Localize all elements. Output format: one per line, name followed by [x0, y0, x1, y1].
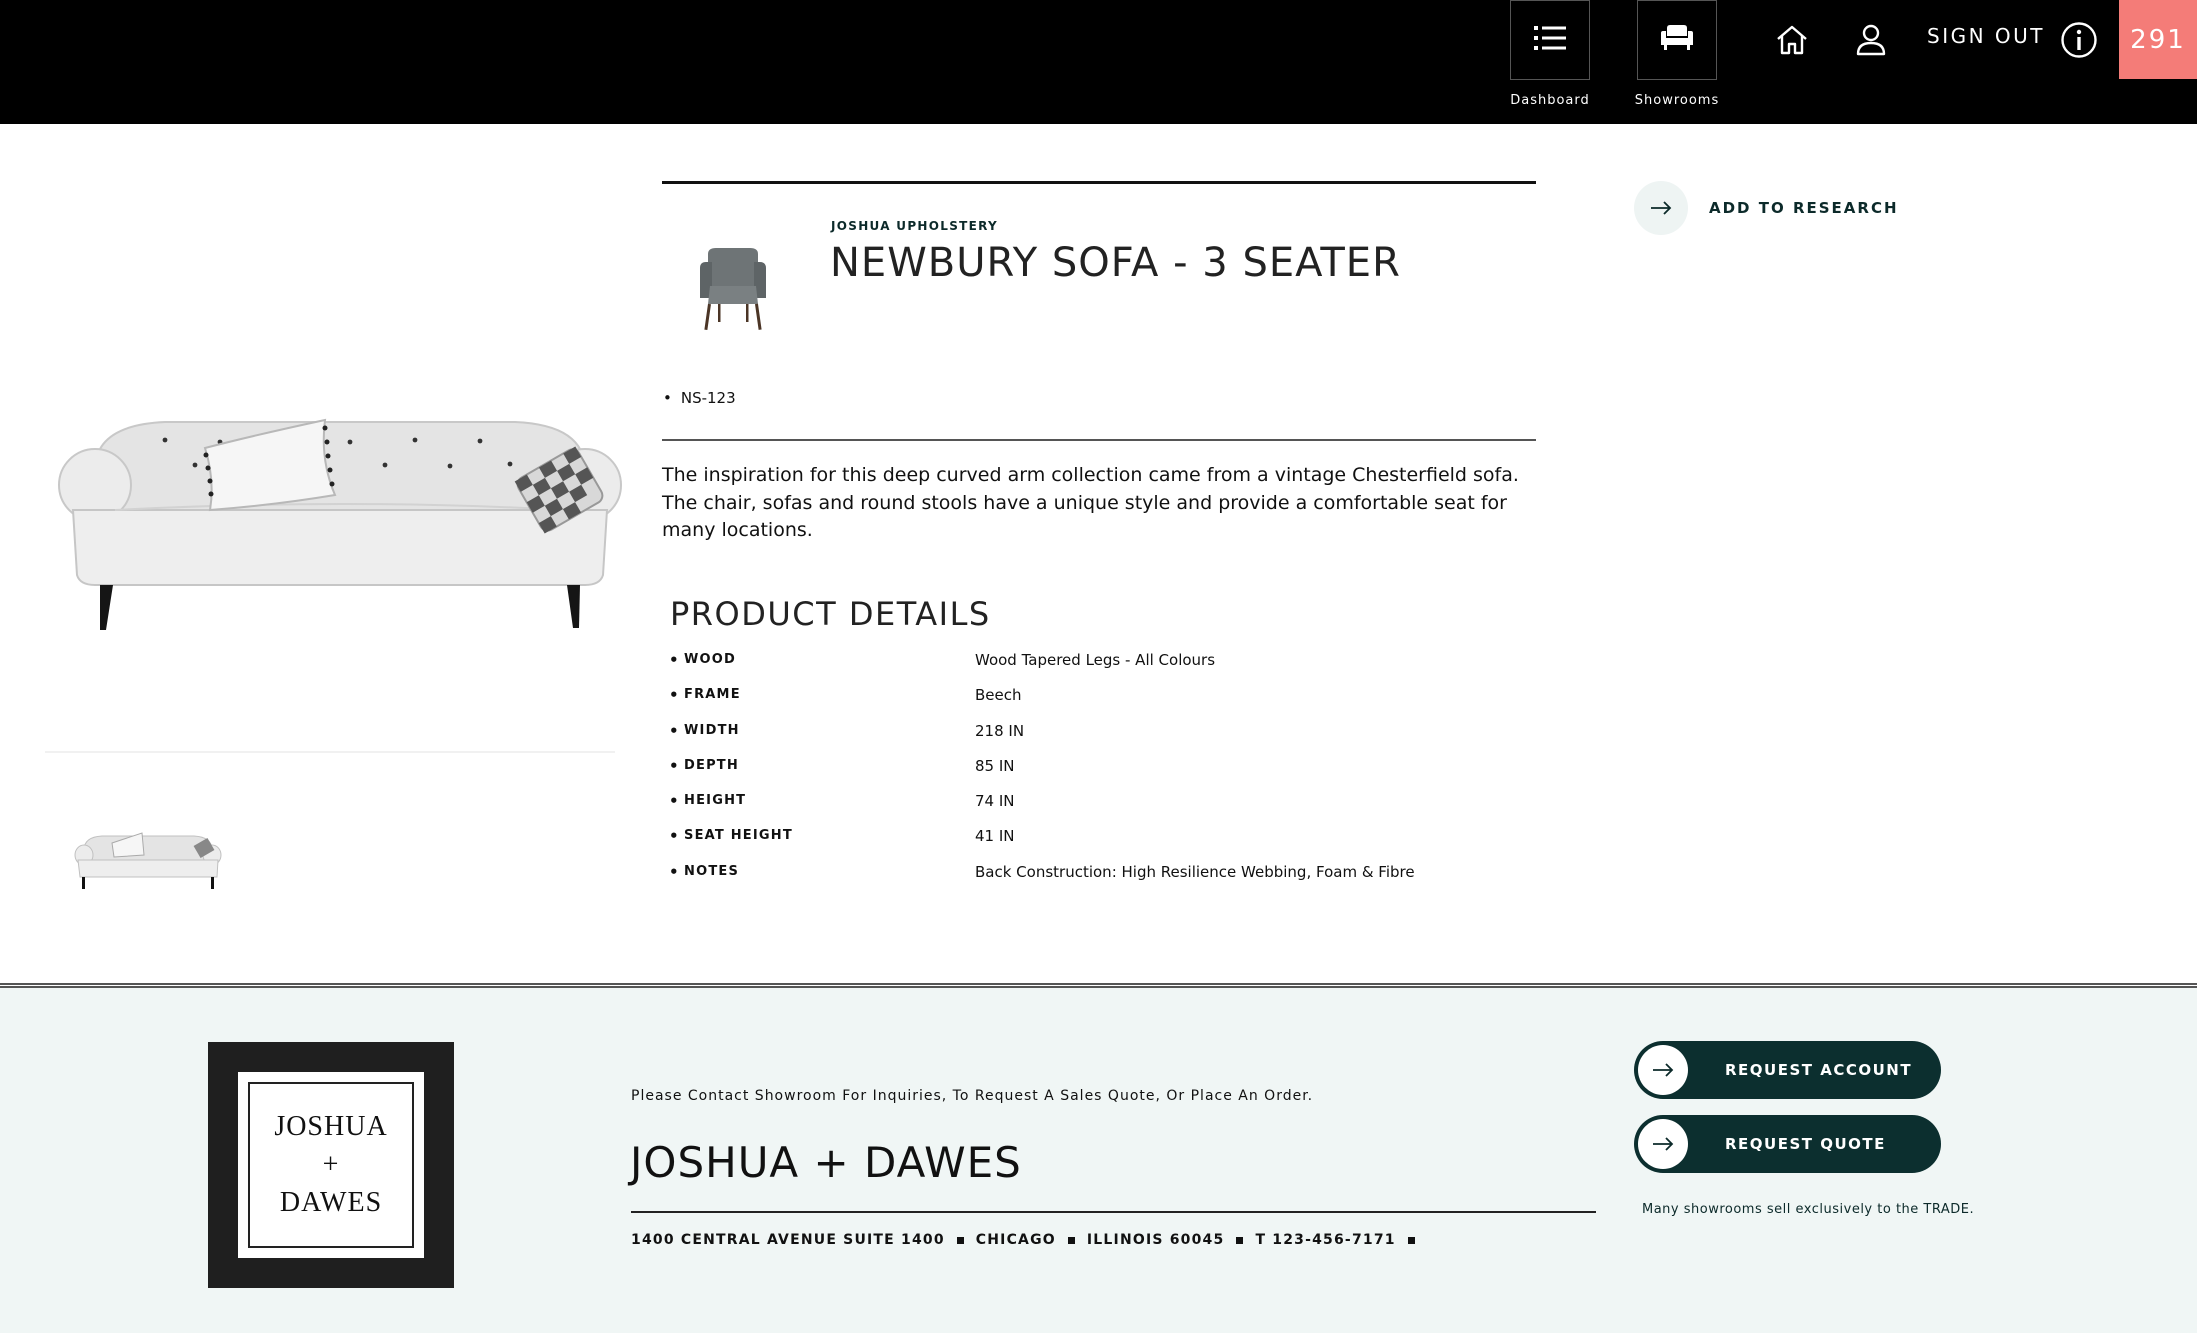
logo-line: JOSHUA [274, 1111, 388, 1142]
detail-row-depth [669, 754, 1569, 789]
detail-value: Back Construction: High Resilience Webbing, Foam & Fibre [975, 862, 1415, 881]
product-brand[interactable]: JOSHUA UPHOLSTERY [831, 219, 999, 233]
detail-row-notes [669, 860, 1569, 895]
product-main-image[interactable] [55, 400, 625, 640]
detail-value: Beech [975, 686, 1022, 705]
contact-note: Please Contact Showroom For Inquiries, To Request A Sales Quote, Or Place An Order. [631, 1088, 1314, 1104]
detail-row-width [669, 719, 1569, 754]
dashboard-label[interactable]: Dashboard [1510, 93, 1590, 108]
detail-label: • WIDTH [684, 723, 740, 738]
address-city: CHICAGO [975, 1232, 1056, 1248]
separator-square [1068, 1237, 1075, 1244]
detail-row-height [669, 789, 1569, 824]
detail-value: Wood Tapered Legs - All Colours [975, 651, 1216, 669]
header-rule [662, 181, 1536, 184]
add-to-research-label: ADD TO RESEARCH [1709, 199, 1899, 217]
home-icon[interactable] [1770, 18, 1814, 62]
detail-label: • HEIGHT [684, 793, 746, 808]
detail-label: • SEAT HEIGHT [684, 828, 793, 843]
arrow-right-icon [1634, 181, 1688, 235]
footer-divider [0, 983, 2197, 985]
detail-value: 218 IN [975, 721, 1025, 740]
detail-row-seat-height [669, 824, 1569, 859]
separator-square [1408, 1237, 1415, 1244]
showroom-address [631, 1232, 1427, 1248]
add-to-research-button[interactable] [1634, 181, 1899, 235]
address-phone[interactable]: T 123-456-7171 [1255, 1232, 1396, 1248]
detail-value: 41 IN [975, 827, 1015, 846]
product-swatch-chair-image [692, 242, 774, 334]
detail-row-frame [669, 683, 1569, 718]
armchair-icon [1659, 24, 1695, 57]
detail-value: 85 IN [975, 756, 1015, 775]
address-state: ILLINOIS 60045 [1086, 1232, 1225, 1248]
showrooms-button[interactable] [1637, 0, 1717, 80]
product-details-list [669, 648, 1569, 895]
request-account-button[interactable] [1634, 1041, 1941, 1099]
request-quote-label: REQUEST QUOTE [1725, 1135, 1886, 1153]
sign-out-link[interactable]: SIGN OUT [1927, 24, 2046, 48]
detail-label: • WOOD [684, 652, 736, 667]
separator-square [1236, 1237, 1243, 1244]
product-description: The inspiration for this deep curved arm collection came from a vintage Chesterfield sofa. The chair, sofas and round stools have a unique style and provide a comfortable seat for many locations. [662, 464, 1519, 541]
product-details-heading: PRODUCT DETAILS [670, 595, 991, 633]
request-account-label: REQUEST ACCOUNT [1725, 1061, 1913, 1079]
user-icon[interactable] [1849, 18, 1893, 62]
arrow-right-icon [1638, 1045, 1688, 1095]
top-navigation-bar [0, 0, 2197, 124]
detail-value: 74 IN [975, 792, 1015, 811]
detail-label: • DEPTH [684, 758, 739, 773]
trade-note: Many showrooms sell exclusively to the TRADE. [1642, 1202, 1975, 1217]
showrooms-label[interactable]: Showrooms [1634, 93, 1720, 108]
list-icon [1533, 23, 1567, 58]
detail-row-wood [669, 648, 1569, 683]
detail-label: • FRAME [684, 687, 741, 702]
separator-square [957, 1237, 964, 1244]
showroom-logo [208, 1042, 454, 1288]
logo-line: + [322, 1149, 340, 1180]
address-street: 1400 CENTRAL AVENUE SUITE 1400 [631, 1232, 945, 1248]
arrow-right-icon [1638, 1119, 1688, 1169]
product-thumbnail[interactable] [72, 825, 224, 895]
request-quote-button[interactable] [1634, 1115, 1941, 1173]
detail-label: • NOTES [684, 864, 739, 879]
showroom-rule [631, 1211, 1596, 1213]
showroom-name: JOSHUA + DAWES [630, 1138, 1022, 1187]
product-title: NEWBURY SOFA - 3 SEATER [830, 240, 1401, 286]
gallery-divider [45, 751, 615, 753]
notification-counter[interactable]: 291 [2119, 0, 2197, 79]
description-rule [662, 439, 1536, 441]
dashboard-button[interactable] [1510, 0, 1590, 80]
logo-line: DAWES [279, 1187, 383, 1218]
product-sku: • NS-123 [663, 389, 736, 407]
info-icon[interactable] [2057, 18, 2101, 62]
